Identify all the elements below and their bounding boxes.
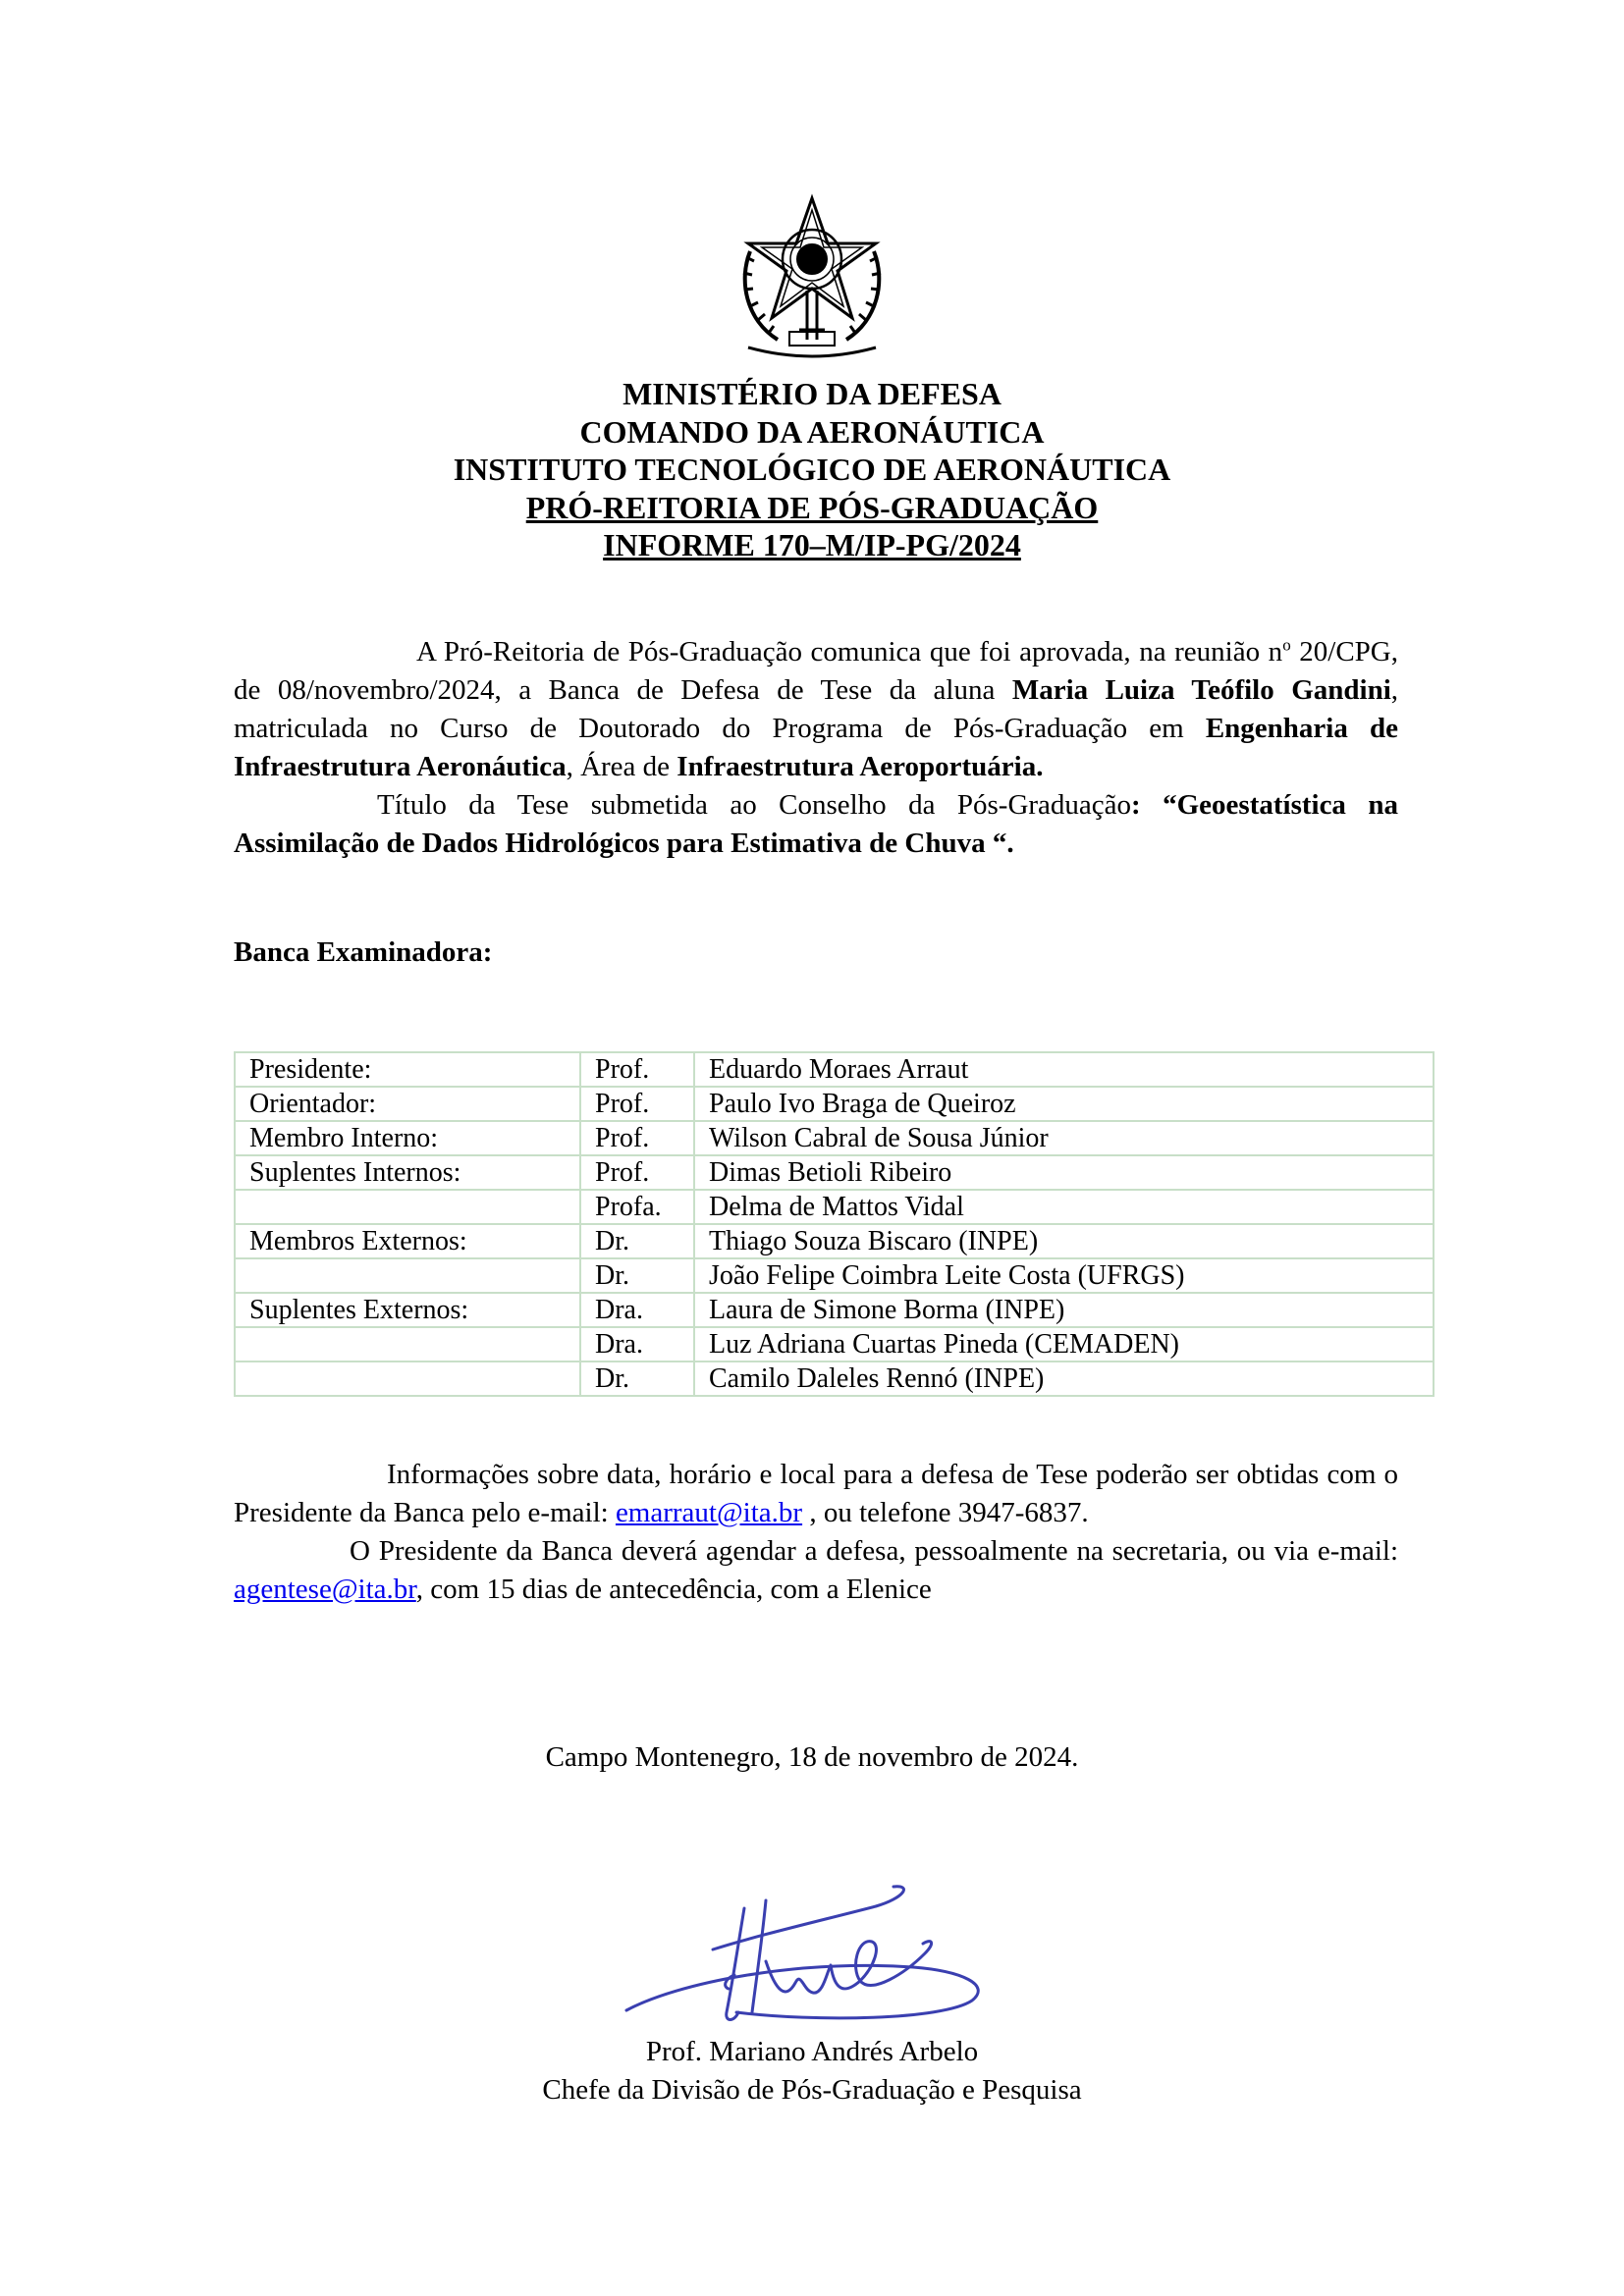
brazil-coat-of-arms-icon xyxy=(729,192,895,365)
board-table-body xyxy=(235,1052,1434,1396)
program-name: Engenharia de Infraestrutura Aeronáutica xyxy=(234,713,1398,782)
board-table-row xyxy=(235,1155,1434,1190)
board-role-cell xyxy=(235,1327,580,1362)
header-informe-number: INFORME 170–M/IP-PG/2024 xyxy=(603,527,1021,562)
area-name: Infraestrutura Aeroportuária. xyxy=(677,751,1044,782)
board-table-row xyxy=(235,1121,1434,1155)
board-table xyxy=(234,1051,1435,1397)
intro-text-2: 20/CPG, de 08/novembro/2024, a Banca de Defesa de Tese da aluna xyxy=(234,636,1398,706)
header-command: COMANDO DA AERONÁUTICA xyxy=(579,413,1045,450)
board-member-name-cell: Dimas Betioli Ribeiro xyxy=(694,1155,1434,1190)
intro-superscript: o xyxy=(1282,635,1291,655)
signer-role: Chefe da Divisão de Pós-Graduação e Pesquisa xyxy=(542,2074,1082,2106)
info-text-1: Informações sobre data, horário e local para a defesa de Tese poderão ser obtidas com o Presidente da Banca pelo e-mail: xyxy=(234,1459,1398,1528)
student-name: Maria Luiza Teófilo Gandini xyxy=(1011,674,1391,706)
board-title-cell: Prof. xyxy=(580,1052,694,1087)
intro-text-4: , Área de xyxy=(566,751,677,782)
intro-paragraph xyxy=(234,633,1398,863)
president-email-link[interactable]: emarraut@ita.br xyxy=(615,1497,803,1528)
header-institute: INSTITUTO TECNOLÓGICO DE AERONÁUTICA xyxy=(453,452,1171,487)
board-table-row xyxy=(235,1327,1434,1362)
board-member-name-cell: Luz Adriana Cuartas Pineda (CEMADEN) xyxy=(694,1327,1434,1362)
board-member-name-cell: João Felipe Coimbra Leite Costa (UFRGS) xyxy=(694,1258,1434,1293)
document-header xyxy=(0,375,1624,564)
board-member-name-cell: Wilson Cabral de Sousa Júnior xyxy=(694,1121,1434,1155)
board-table-row xyxy=(235,1362,1434,1396)
board-title-cell: Dr. xyxy=(580,1258,694,1293)
board-table-row xyxy=(235,1224,1434,1258)
info-text-3: O Presidente da Banca deverá agendar a defesa, pessoalmente na secretaria, ou via e-mail: xyxy=(350,1535,1398,1567)
board-title-cell: Prof. xyxy=(580,1121,694,1155)
board-member-name-cell: Paulo Ivo Braga de Queiroz xyxy=(694,1087,1434,1121)
board-title: Banca Examinadora: xyxy=(234,936,493,968)
board-title-cell: Dra. xyxy=(580,1327,694,1362)
board-member-name-cell: Delma de Mattos Vidal xyxy=(694,1190,1434,1224)
board-title-cell: Dra. xyxy=(580,1293,694,1327)
board-member-name-cell: Camilo Daleles Rennó (INPE) xyxy=(694,1362,1434,1396)
header-department: PRÓ-REITORIA DE PÓS-GRADUAÇÃO xyxy=(525,489,1099,525)
intro-text-1: A Pró-Reitoria de Pós-Graduação comunica que foi aprovada, na reunião n xyxy=(416,636,1283,667)
board-role-cell: Suplentes Externos: xyxy=(235,1293,580,1327)
board-title-cell: Dr. xyxy=(580,1362,694,1396)
signer-block xyxy=(0,2033,1624,2109)
signer-name: Prof. Mariano Andrés Arbelo xyxy=(645,2036,979,2067)
board-member-name-cell: Thiago Souza Biscaro (INPE) xyxy=(694,1224,1434,1258)
board-role-cell xyxy=(235,1362,580,1396)
place-date: Campo Montenegro, 18 de novembro de 2024. xyxy=(545,1741,1079,1773)
info-text-4: , com 15 dias de antecedência, com a Elenice xyxy=(415,1574,932,1605)
intro-text-5: Título da Tese submetida ao Conselho da Pós-Graduação xyxy=(377,789,1132,821)
info-text-2: , ou telefone 3947-6837. xyxy=(802,1497,1089,1528)
board-role-cell xyxy=(235,1258,580,1293)
board-title-cell: Profa. xyxy=(580,1190,694,1224)
info-paragraph xyxy=(234,1456,1398,1609)
board-role-cell: Suplentes Internos: xyxy=(235,1155,580,1190)
secretary-email-link[interactable]: agentese@ita.br xyxy=(234,1574,416,1605)
board-table-row xyxy=(235,1258,1434,1293)
thesis-title: : “Geoestatística na Assimilação de Dados Hidrológicos para Estimativa de Chuva “. xyxy=(234,789,1398,859)
board-member-name-cell: Eduardo Moraes Arraut xyxy=(694,1052,1434,1087)
board-member-name-cell: Laura de Simone Borma (INPE) xyxy=(694,1293,1434,1327)
board-role-cell: Membros Externos: xyxy=(235,1224,580,1258)
board-role-cell: Presidente: xyxy=(235,1052,580,1087)
board-role-cell xyxy=(235,1190,580,1224)
handwritten-signature-icon xyxy=(619,1865,1011,2042)
board-title-cell: Dr. xyxy=(580,1224,694,1258)
intro-text-3: , matriculada no Curso de Doutorado do Programa de Pós-Graduação em xyxy=(234,674,1399,744)
board-role-cell: Membro Interno: xyxy=(235,1121,580,1155)
board-title-cell: Prof. xyxy=(580,1155,694,1190)
board-title-cell: Prof. xyxy=(580,1087,694,1121)
board-role-cell: Orientador: xyxy=(235,1087,580,1121)
board-table-row xyxy=(235,1087,1434,1121)
board-table-row xyxy=(235,1052,1434,1087)
board-table-row xyxy=(235,1190,1434,1224)
header-ministry: MINISTÉRIO DA DEFESA xyxy=(623,376,1001,411)
board-table-row xyxy=(235,1293,1434,1327)
